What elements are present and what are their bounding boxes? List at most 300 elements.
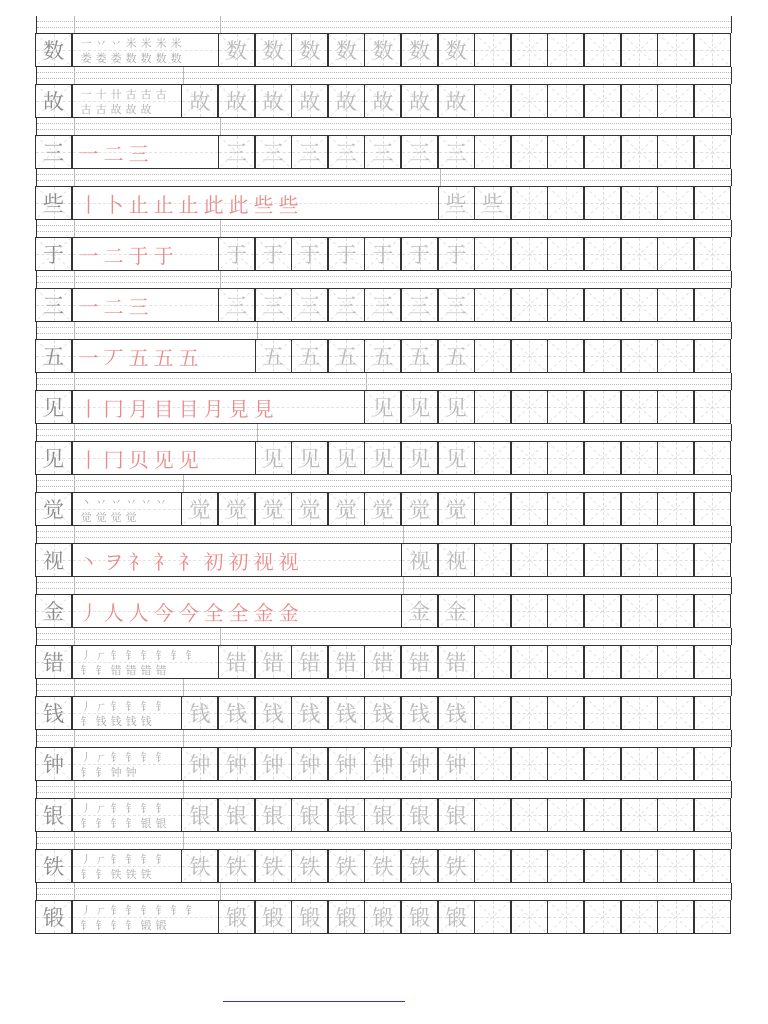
tracing-cell[interactable] [291, 237, 328, 271]
tracing-cell[interactable] [364, 288, 401, 322]
tracing-cell[interactable] [401, 33, 438, 67]
tracing-cell[interactable] [255, 33, 292, 67]
tracing-cell[interactable] [328, 33, 365, 67]
model-character-cell[interactable] [35, 747, 72, 781]
empty-practice-cell[interactable] [584, 84, 621, 118]
tracing-cell[interactable] [218, 798, 255, 832]
empty-practice-cell[interactable] [694, 84, 731, 118]
empty-practice-cell[interactable] [474, 84, 511, 118]
empty-practice-cell[interactable] [547, 594, 584, 628]
empty-practice-cell[interactable] [694, 288, 731, 322]
empty-practice-cell[interactable] [511, 135, 548, 169]
empty-practice-cell[interactable] [547, 492, 584, 526]
model-character-cell[interactable] [35, 441, 72, 475]
empty-practice-cell[interactable] [694, 492, 731, 526]
character-glyph: 于 [335, 243, 357, 267]
cell-guide-diagonals [548, 799, 583, 831]
empty-practice-cell[interactable] [584, 33, 621, 67]
empty-practice-cell[interactable] [584, 747, 621, 781]
tracing-cell[interactable] [291, 135, 328, 169]
tracing-cell[interactable] [364, 339, 401, 373]
tracing-cell[interactable] [255, 747, 292, 781]
tracing-cell[interactable] [401, 594, 438, 628]
character-glyph: 数 [226, 39, 247, 63]
empty-practice-cell[interactable] [474, 645, 511, 679]
empty-practice-cell[interactable] [584, 288, 621, 322]
empty-practice-cell[interactable] [511, 645, 548, 679]
tracing-cell[interactable] [328, 849, 365, 883]
tracing-cell[interactable] [438, 798, 475, 832]
empty-practice-cell[interactable] [657, 849, 694, 883]
empty-practice-cell[interactable] [621, 849, 658, 883]
tracing-cell[interactable] [291, 441, 328, 475]
tracing-cell[interactable] [328, 747, 365, 781]
empty-practice-cell[interactable] [657, 645, 694, 679]
character-glyph: 错 [299, 651, 321, 675]
empty-practice-cell[interactable] [547, 288, 584, 322]
empty-practice-cell[interactable] [511, 900, 548, 934]
empty-practice-cell[interactable] [694, 390, 731, 424]
tracing-cell[interactable] [328, 900, 365, 934]
model-character-cell[interactable] [35, 696, 72, 730]
empty-practice-cell[interactable] [621, 288, 658, 322]
empty-practice-cell[interactable] [511, 186, 548, 220]
empty-practice-cell[interactable] [694, 543, 731, 577]
tracing-cell[interactable] [291, 696, 328, 730]
empty-practice-cell[interactable] [694, 900, 731, 934]
empty-practice-cell[interactable] [621, 441, 658, 475]
tracing-cell[interactable] [328, 492, 365, 526]
tracing-cell[interactable] [401, 390, 438, 424]
empty-practice-cell[interactable] [621, 33, 658, 67]
tracing-cell[interactable] [438, 441, 475, 475]
empty-practice-cell[interactable] [547, 645, 584, 679]
tracing-cell[interactable] [438, 288, 475, 322]
tracing-cell[interactable] [401, 441, 438, 475]
character-glyph: 三 [335, 294, 357, 318]
empty-practice-cell[interactable] [657, 492, 694, 526]
empty-practice-cell[interactable] [621, 747, 658, 781]
empty-practice-cell[interactable] [547, 339, 584, 373]
empty-practice-cell[interactable] [657, 441, 694, 475]
tracing-cell[interactable] [255, 84, 292, 118]
tracing-cell[interactable] [291, 798, 328, 832]
tracing-cell[interactable] [364, 237, 401, 271]
footer-link[interactable] [223, 991, 405, 1002]
stroke-step: 见 [153, 447, 179, 472]
tracing-cell[interactable] [401, 135, 438, 169]
tracing-cell[interactable] [438, 339, 475, 373]
empty-practice-cell[interactable] [474, 543, 511, 577]
cell-guide-diagonals [585, 442, 620, 474]
tracing-cell[interactable] [364, 900, 401, 934]
empty-practice-cell[interactable] [694, 798, 731, 832]
tracing-cell[interactable] [364, 390, 401, 424]
model-character-cell[interactable] [35, 594, 72, 628]
empty-practice-cell[interactable] [694, 237, 731, 271]
model-character-cell[interactable] [35, 849, 72, 883]
empty-practice-cell[interactable] [657, 696, 694, 730]
tracing-cell[interactable] [438, 492, 475, 526]
model-character-cell[interactable] [35, 339, 72, 373]
empty-practice-cell[interactable] [657, 747, 694, 781]
tracing-cell[interactable] [181, 849, 218, 883]
tracing-cell[interactable] [255, 237, 292, 271]
empty-practice-cell[interactable] [547, 390, 584, 424]
character-glyph: 错 [372, 651, 394, 675]
empty-practice-cell[interactable] [474, 33, 511, 67]
empty-practice-cell[interactable] [657, 84, 694, 118]
tracing-cell[interactable] [218, 84, 255, 118]
empty-practice-cell[interactable] [474, 288, 511, 322]
empty-practice-cell[interactable] [694, 645, 731, 679]
tracing-cell[interactable] [181, 696, 218, 730]
tracing-cell[interactable] [291, 900, 328, 934]
empty-practice-cell[interactable] [511, 543, 548, 577]
empty-practice-cell[interactable] [621, 696, 658, 730]
tracing-cell[interactable] [291, 288, 328, 322]
tracing-cell[interactable] [218, 849, 255, 883]
cell-guide-diagonals [695, 799, 730, 831]
empty-practice-cell[interactable] [694, 186, 731, 220]
tracing-cell[interactable] [401, 84, 438, 118]
empty-practice-cell[interactable] [621, 798, 658, 832]
empty-practice-cell[interactable] [474, 339, 511, 373]
empty-practice-cell[interactable] [474, 492, 511, 526]
empty-practice-cell[interactable] [584, 645, 621, 679]
empty-practice-cell[interactable] [474, 900, 511, 934]
empty-practice-cell[interactable] [621, 594, 658, 628]
tracing-cell[interactable] [218, 696, 255, 730]
model-character-cell[interactable] [35, 288, 72, 322]
empty-practice-cell[interactable] [511, 492, 548, 526]
empty-practice-cell[interactable] [694, 594, 731, 628]
empty-practice-cell[interactable] [584, 594, 621, 628]
practice-row [36, 16, 732, 67]
empty-practice-cell[interactable] [547, 900, 584, 934]
tracing-cell[interactable] [364, 84, 401, 118]
empty-practice-cell[interactable] [474, 747, 511, 781]
tracing-cell[interactable] [401, 288, 438, 322]
character-glyph: 见 [372, 396, 394, 420]
tracing-cell[interactable] [181, 84, 218, 118]
tracing-cell[interactable] [401, 696, 438, 730]
empty-practice-cell[interactable] [511, 84, 548, 118]
empty-practice-cell[interactable] [657, 543, 694, 577]
character-glyph: 铁 [409, 855, 430, 879]
tracing-cell[interactable] [438, 594, 475, 628]
empty-practice-cell[interactable] [584, 543, 621, 577]
tracing-cell[interactable] [438, 135, 475, 169]
empty-practice-cell[interactable] [657, 339, 694, 373]
pinyin-guide-strip [36, 832, 732, 849]
tracing-cell[interactable] [438, 237, 475, 271]
empty-practice-cell[interactable] [511, 696, 548, 730]
model-character-cell[interactable] [35, 492, 72, 526]
pinyin-divider [74, 424, 75, 441]
tracing-cell[interactable] [328, 339, 365, 373]
empty-practice-cell[interactable] [621, 492, 658, 526]
empty-practice-cell[interactable] [694, 696, 731, 730]
empty-practice-cell[interactable] [694, 33, 731, 67]
tracing-cell[interactable] [255, 798, 292, 832]
stroke-step: 今 [178, 600, 204, 625]
tracing-cell[interactable] [218, 237, 255, 271]
character-glyph: 锻 [262, 906, 284, 930]
tracing-cell[interactable] [401, 849, 438, 883]
empty-practice-cell[interactable] [657, 594, 694, 628]
empty-practice-cell[interactable] [621, 186, 658, 220]
tracing-cell[interactable] [364, 798, 401, 832]
tracing-cell[interactable] [364, 135, 401, 169]
tracing-cell[interactable] [255, 696, 292, 730]
empty-practice-cell[interactable] [584, 390, 621, 424]
empty-practice-cell[interactable] [547, 441, 584, 475]
empty-practice-cell[interactable] [584, 798, 621, 832]
model-character-cell[interactable] [35, 645, 72, 679]
empty-practice-cell[interactable] [511, 747, 548, 781]
pinyin-divider [74, 322, 75, 339]
empty-practice-cell[interactable] [511, 339, 548, 373]
empty-practice-cell[interactable] [621, 339, 658, 373]
tracing-cell[interactable] [474, 186, 511, 220]
empty-practice-cell[interactable] [621, 237, 658, 271]
tracing-cell[interactable] [255, 135, 292, 169]
character-glyph: 于 [445, 243, 467, 267]
empty-practice-cell[interactable] [547, 237, 584, 271]
empty-practice-cell[interactable] [621, 645, 658, 679]
tracing-cell[interactable] [328, 441, 365, 475]
tracing-cell[interactable] [364, 33, 401, 67]
tracing-cell[interactable] [255, 288, 292, 322]
empty-practice-cell[interactable] [657, 900, 694, 934]
tracing-cell[interactable] [401, 543, 438, 577]
empty-practice-cell[interactable] [511, 33, 548, 67]
empty-practice-cell[interactable] [657, 33, 694, 67]
cell-guide-diagonals [475, 901, 510, 933]
empty-practice-cell[interactable] [547, 33, 584, 67]
tracing-cell[interactable] [401, 339, 438, 373]
tracing-cell[interactable] [255, 339, 292, 373]
empty-practice-cell[interactable] [657, 135, 694, 169]
empty-practice-cell[interactable] [547, 747, 584, 781]
model-character-cell[interactable] [35, 84, 72, 118]
tracing-cell[interactable] [328, 237, 365, 271]
empty-practice-cell[interactable] [511, 237, 548, 271]
model-character-cell[interactable] [35, 798, 72, 832]
character-glyph: 于 [372, 243, 394, 267]
empty-practice-cell[interactable] [621, 135, 658, 169]
empty-practice-cell[interactable] [657, 390, 694, 424]
cell-guide-diagonals [585, 901, 620, 933]
empty-practice-cell[interactable] [547, 84, 584, 118]
cell-guide-diagonals [658, 289, 693, 321]
character-glyph: 觉 [299, 498, 321, 522]
tracing-cell[interactable] [291, 747, 328, 781]
tracing-cell[interactable] [438, 696, 475, 730]
empty-practice-cell[interactable] [584, 696, 621, 730]
tracing-cell[interactable] [291, 849, 328, 883]
stroke-step: 此 [203, 192, 229, 217]
tracing-cell[interactable] [181, 798, 218, 832]
tracing-cell[interactable] [218, 288, 255, 322]
tracing-cell[interactable] [255, 441, 292, 475]
tracing-cell[interactable] [438, 900, 475, 934]
tracing-cell[interactable] [218, 33, 255, 67]
cell-guide-diagonals [512, 34, 547, 66]
pinyin-divider [74, 271, 75, 288]
empty-practice-cell[interactable] [584, 135, 621, 169]
empty-practice-cell[interactable] [584, 237, 621, 271]
empty-practice-cell[interactable] [474, 135, 511, 169]
empty-practice-cell[interactable] [511, 594, 548, 628]
empty-practice-cell[interactable] [694, 339, 731, 373]
tracing-cell[interactable] [401, 237, 438, 271]
empty-practice-cell[interactable] [657, 288, 694, 322]
empty-practice-cell[interactable] [694, 747, 731, 781]
tracing-cell[interactable] [364, 696, 401, 730]
tracing-cell[interactable] [328, 135, 365, 169]
cell-guide-diagonals [658, 595, 693, 627]
empty-practice-cell[interactable] [694, 849, 731, 883]
empty-practice-cell[interactable] [584, 441, 621, 475]
tracing-cell[interactable] [364, 441, 401, 475]
tracing-cell[interactable] [218, 747, 255, 781]
empty-practice-cell[interactable] [584, 900, 621, 934]
empty-practice-cell[interactable] [694, 135, 731, 169]
character-glyph: 银 [299, 804, 321, 828]
tracing-cell[interactable] [401, 492, 438, 526]
empty-practice-cell[interactable] [547, 135, 584, 169]
pinyin-divider [74, 220, 75, 237]
tracing-cell[interactable] [291, 33, 328, 67]
character-glyph: 五 [445, 345, 467, 369]
tracing-cell[interactable] [255, 900, 292, 934]
empty-practice-cell[interactable] [474, 594, 511, 628]
empty-practice-cell[interactable] [547, 798, 584, 832]
stroke-step: 丆 [103, 345, 129, 370]
tracing-cell[interactable] [328, 84, 365, 118]
empty-practice-cell[interactable] [694, 441, 731, 475]
tracing-cell[interactable] [438, 645, 475, 679]
empty-practice-cell[interactable] [621, 84, 658, 118]
tracing-cell[interactable] [328, 288, 365, 322]
empty-practice-cell[interactable] [511, 288, 548, 322]
tracing-cell[interactable] [291, 339, 328, 373]
empty-practice-cell[interactable] [621, 390, 658, 424]
empty-practice-cell[interactable] [474, 798, 511, 832]
tracing-cell[interactable] [364, 645, 401, 679]
pinyin-divider [220, 220, 221, 237]
tracing-cell[interactable] [401, 900, 438, 934]
tracing-cell[interactable] [291, 645, 328, 679]
pinyin-guide-strip [36, 271, 732, 288]
tracing-cell[interactable] [401, 798, 438, 832]
character-glyph: 五 [372, 345, 394, 369]
tracing-cell[interactable] [218, 135, 255, 169]
empty-practice-cell[interactable] [547, 186, 584, 220]
empty-practice-cell[interactable] [474, 237, 511, 271]
cell-guide-diagonals [475, 85, 510, 117]
model-character-cell[interactable] [35, 543, 72, 577]
empty-practice-cell[interactable] [511, 798, 548, 832]
model-character-cell[interactable] [35, 135, 72, 169]
empty-practice-cell[interactable] [511, 441, 548, 475]
tracing-cell[interactable] [364, 747, 401, 781]
empty-practice-cell[interactable] [511, 849, 548, 883]
empty-practice-cell[interactable] [584, 339, 621, 373]
cell-guide-diagonals [512, 289, 547, 321]
tracing-cell[interactable] [181, 492, 218, 526]
tracing-cell[interactable] [218, 492, 255, 526]
empty-practice-cell[interactable] [474, 696, 511, 730]
empty-practice-cell[interactable] [657, 237, 694, 271]
model-character-cell[interactable] [35, 900, 72, 934]
tracing-cell[interactable] [438, 543, 475, 577]
stroke-order-box [72, 696, 183, 730]
tracing-cell[interactable] [438, 33, 475, 67]
cell-guide-diagonals [585, 340, 620, 372]
pinyin-guide-strip [36, 679, 732, 696]
empty-practice-cell[interactable] [547, 543, 584, 577]
tracing-cell[interactable] [438, 849, 475, 883]
model-character-cell[interactable] [35, 237, 72, 271]
empty-practice-cell[interactable] [621, 900, 658, 934]
model-character-cell[interactable] [35, 33, 72, 67]
empty-practice-cell[interactable] [511, 390, 548, 424]
tracing-cell[interactable] [364, 849, 401, 883]
empty-practice-cell[interactable] [657, 186, 694, 220]
pinyin-guide-strip [36, 475, 732, 492]
tracing-cell[interactable] [255, 645, 292, 679]
tracing-cell[interactable] [218, 900, 255, 934]
model-character-cell[interactable] [35, 186, 72, 220]
stroke-step: 止 [178, 192, 204, 217]
tracing-cell[interactable] [218, 645, 255, 679]
tracing-cell[interactable] [181, 747, 218, 781]
tracing-cell[interactable] [401, 747, 438, 781]
empty-practice-cell[interactable] [547, 849, 584, 883]
empty-practice-cell[interactable] [474, 441, 511, 475]
practice-row [36, 679, 732, 730]
character-glyph: 故 [372, 90, 394, 114]
tracing-cell[interactable] [291, 492, 328, 526]
tracing-cell[interactable] [255, 492, 292, 526]
tracing-cell[interactable] [438, 747, 475, 781]
tracing-cell[interactable] [328, 696, 365, 730]
cell-guide-diagonals [548, 595, 583, 627]
tracing-cell[interactable] [438, 186, 475, 220]
empty-practice-cell[interactable] [474, 849, 511, 883]
tracing-cell[interactable] [255, 849, 292, 883]
empty-practice-cell[interactable] [584, 186, 621, 220]
model-character-cell[interactable] [35, 390, 72, 424]
tracing-cell[interactable] [291, 84, 328, 118]
tracing-cell[interactable] [328, 645, 365, 679]
empty-practice-cell[interactable] [621, 543, 658, 577]
empty-practice-cell[interactable] [474, 390, 511, 424]
empty-practice-cell[interactable] [657, 798, 694, 832]
empty-practice-cell[interactable] [547, 696, 584, 730]
empty-practice-cell[interactable] [584, 849, 621, 883]
empty-practice-cell[interactable] [584, 492, 621, 526]
tracing-cell[interactable] [328, 798, 365, 832]
tracing-cell[interactable] [438, 390, 475, 424]
tracing-cell[interactable] [401, 645, 438, 679]
character-glyph: 钟 [409, 753, 430, 777]
tracing-cell[interactable] [364, 492, 401, 526]
tracing-cell[interactable] [438, 84, 475, 118]
